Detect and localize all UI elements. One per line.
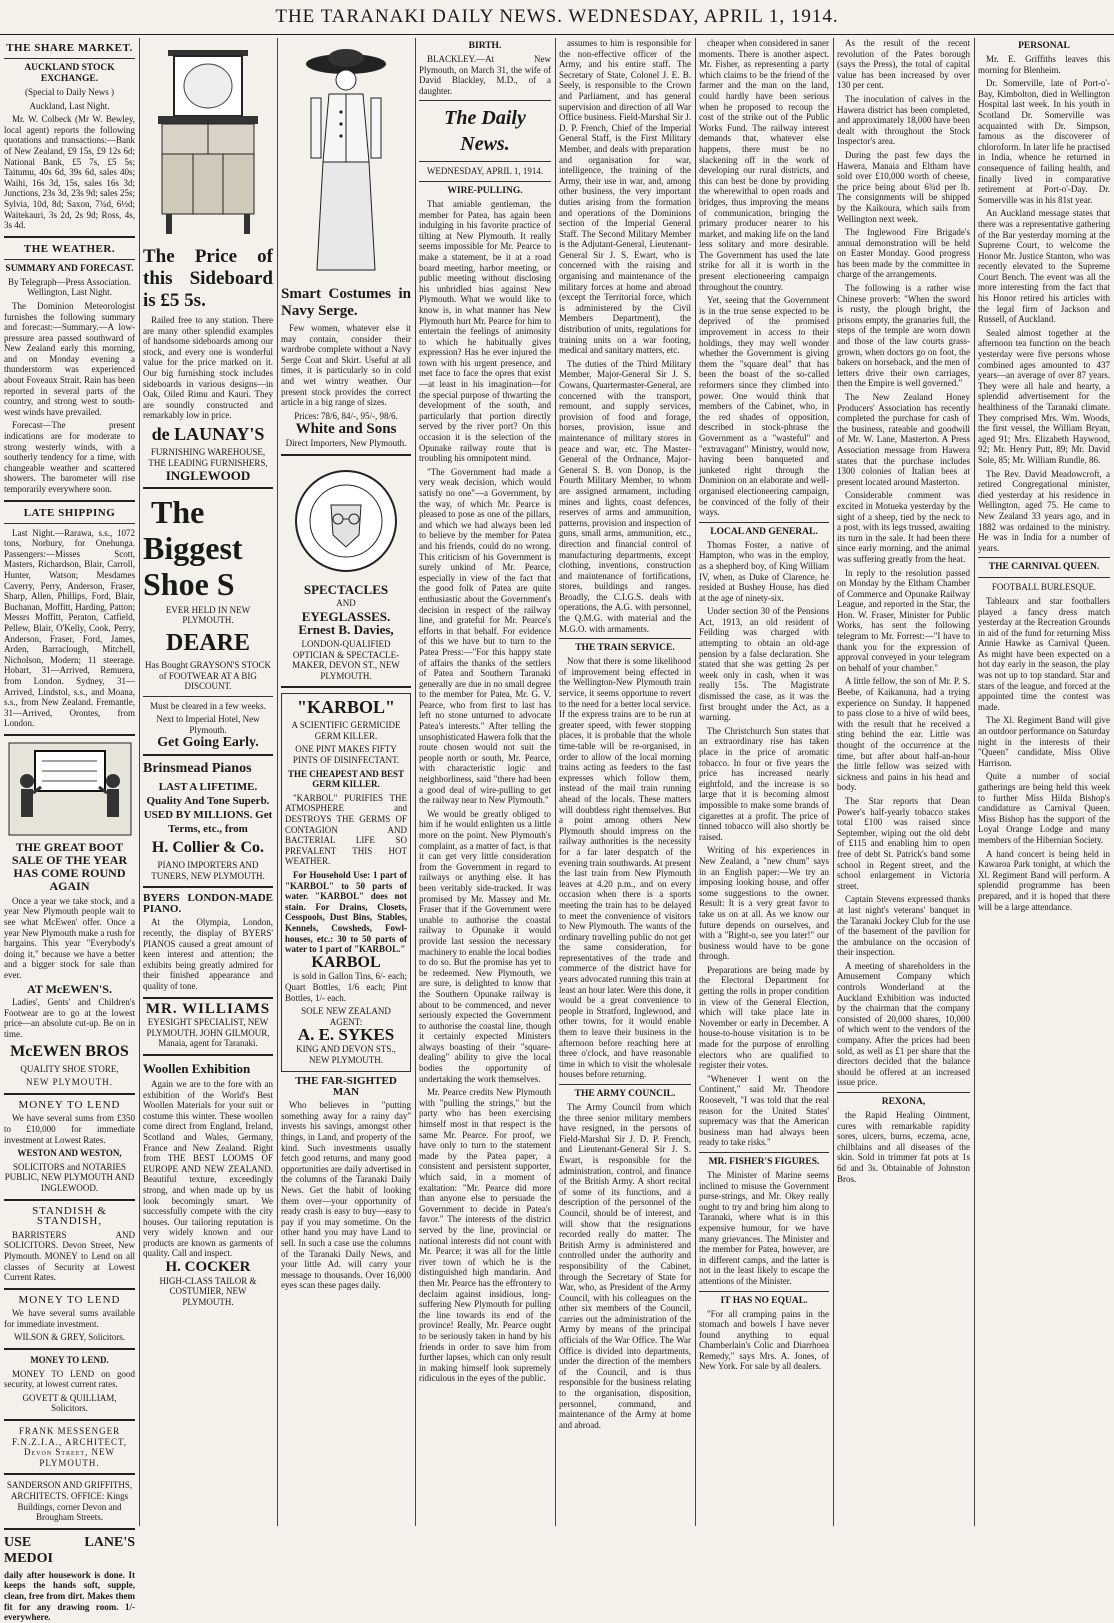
inglewood: INGLEWOOD: [165, 468, 251, 484]
spectacles-heading: SPECTACLES: [303, 581, 389, 597]
lanes-text: daily after housework is done. It keeps the hands soft, supple, clean, free from dirt. Makes them fit for any drawing room. 1/- everywhere.: [4, 1569, 135, 1623]
woollen-heading: Woollen Exhibition: [143, 1060, 251, 1076]
weston-name: WESTON AND WESTON,: [17, 1148, 122, 1159]
forecast-text: Forecast—The present indications are for moderate to strong westerly winds, with a southerly tendency for a time, with changeable weather and scattered showers. The barometer will rise temporarily everywhere soon.: [4, 420, 135, 494]
deare-location: Next to Imperial Hotel, New Plymouth.: [156, 714, 260, 735]
karbol-heading-2: KARBOL: [311, 953, 381, 971]
masthead: THE TARANAKI DAILY NEWS. WEDNESDAY, APRIL 1, 1914.: [0, 0, 1114, 35]
local-text-3: The Christchurch Sun states that an extraordinary rise has taken place in the price of aromatic tobacco. In four or five years the price has increased nearly eightfold, and the increase is so large that it is becoming almost impossible to make some brands of cigarettes at a profit. The price of tinned tobacco will also shortly be raised.: [699, 725, 829, 842]
karbol-sold: is sold in Gallon Tins, 6/- each; Quart Bottles, 1/6 each; Pint Bottles, 1/- each.: [285, 971, 407, 1003]
woollen-text: Again we are to the fore with an exhibition of the World's Best Woollen Materials for your suit or costume this winter. These woollen come direct from England, Ireland, Scotland and Wales, Germany, France and New Zealand. Right from THE BEST LOOMS OF EUROPE AND NEW ZEALAND. Beautiful texture, exceedingly strong, and when made up by us look becomingly smart. We successfully compete with the city houses. Our tailoring reputation is very widely known and our products are known as garments of quality. Call and inspect.: [143, 1078, 273, 1259]
personal-text-5: The Rev. David Meadowcroft, a retired Congregational minister, died yesterday at his residence in Wellington, aged 75. He came to New Zealand 33 years ago, and in 1882 was ordained to the ministry. He was in India for a number of years.: [978, 468, 1110, 553]
delaunay-name: de LAUNAY'S: [151, 423, 265, 444]
dateline: Auckland, Last Night.: [29, 100, 110, 111]
personal-heading: PERSONAL: [1018, 41, 1070, 51]
deare-name: DEARE: [165, 629, 250, 656]
paper-title: The Daily News.: [444, 107, 526, 156]
news-text-6: The New Zealand Honey Producers' Association has recently completed the purchase for cash of the business, rateable and goodwill of Mr. W. Lane, Masterton. A Press Association message from Hawera states that the purchase includes 1300 colonies of Italian bees at present located around Masterton.: [837, 392, 970, 487]
carnival-text-4: A hand concert is being held in Kawaroa Park tonight, at which the Xl. Regiment Band will perform. A splendid programme has been prepared, and it is hoped that there will be a large attendance.: [978, 848, 1110, 912]
column-2: [139, 38, 277, 1526]
karbol-advert: [281, 693, 411, 1072]
get-going-early: Get Going Early.: [157, 735, 259, 751]
white-and-sons: White and Sons: [295, 421, 397, 438]
news-text-3: During the past few days the Hawera, Manaia and Eltham have sold over £10,000 worth of cheese, the price being about 6¾d per lb. The consignments will be shipped by the Kaikoura, which sails from Wellington next week.: [837, 149, 970, 224]
wire-pulling-text-2: "The Government had made a very weak decision, which would satisfy no one"—a Government, by the way, of which Mr. Pearce is pleased to pose as one of the pillars, and which we had always been led to believe by the member for Patea and his friends, could do no wrong. This criticism of his Government is surely unkind of Mr. Pearce, especially in view of the fact that the good folk of Patea are quite enthusiastic about the Government's decision in respect of the railway line, and grateful for Mr. Pearce's efforts in that behalf. For evidence of this we have but to turn to the Patea Press:—"For this happy state of affairs the thanks of the settlers of Patea and Southern Taranaki generally are due in no small degree to the member for Patea, Mr. G. V. Pearce, who from first to last has left no stone unturned to advocate Patea's interests." After telling the unsophisticated Hawera folk that the route chosen would not suit the people north or south, Mr. Pearce, with characteristic logic and neighborliness, said "there had been a good deal of wire-pulling to get the railway near to New Plymouth.": [419, 466, 551, 806]
karbol-agent: SOLE NEW ZEALAND AGENT:: [301, 1006, 391, 1027]
weather-text: The Dominion Meteorologist furnishes the following summary and forecast:—Summary.—A low-pressure area passed southward of New Zealand early this morning, and on Monday evening a thunderstorm was experienced about Foveaux Strait. Rain has been reported in several parts of the country, and strong west to south-west winds have prevailed.: [4, 300, 135, 417]
share-text: Mr. W. Colbeck (Mr W. Bewley, local agent) reports the following quotations and transactions:—Bank of New Zealand, £9 15s, £9 12s 6d; National Bank, £5 7s, £5 5s; Taitumu, 40s 6d, 39s 6d, sales 40s; Waihi, 16s 3d, 15s, sales 16s 3d; Junctions, 23s 3d, 23s 9d; sales 25s; Sylvia, 10d, 8d; Saxon, 7¾d, 6½d; Waitekauri, 3s 2d, 2s 9d; Ross, 4s, 3s 4d.: [4, 114, 135, 231]
williams-name: MR. WILLIAMS: [145, 1000, 271, 1017]
cocker-name: H. COCKER: [165, 1259, 251, 1276]
shipping-heading: LATE SHIPPING: [23, 506, 116, 519]
smart-costumes-text: Few women, whatever else it may contain, consider their wardrobe complete without a Navy Serge Coat and Skirt. Useful at all times, it is particularly so in cold and wet wintry weather. Our present stock provides the correct article in a big range of sizes.: [281, 323, 411, 408]
mcewen-town: NEW PLYMOUTH.: [26, 1077, 113, 1088]
byers-text: At the Olympia, London, recently, the display of BYERS' PIANOS caused a great amount of keen interest and attention; the exhibits being greatly admired for their finished appearance and quality of tone.: [143, 917, 273, 991]
brinsmead-heading: Brinsmead Pianos: [143, 761, 252, 777]
wire-pulling-text-4: Mr. Pearce credits New Plymouth with "pulling the strings," but the party who has been exercising himself most in that respect is the same Mr. Pearce. For proof, we have only to turn to the statement made by the Patea paper, a consistent and persistent supporter, which said, in a moment of exaltation: "Mr. Pearce did more than anyone else to persuade the Government to decide in Patea's favor." The interests of the district served by the line, provincial or national interests did not count with Mr. Pearce; it was all for the little river town of which he is the distinguished high mandarin. And then Mr. Pearce has the effrontery to declaim against insidious, long-suffering New Plymouth for pulling the line towards its end of the province! Really, Mr. Pearce ought to be seriously taken in hand by his friends in order to save him from further lapses, which can only result in making himself look supremely ridiculous in the eyes of the public.: [419, 1087, 551, 1384]
karbol-cheapest: THE CHEAPEST AND BEST GERM KILLER.: [287, 768, 405, 790]
local-text-1: Thomas Foster, a native of Hampton, who was in the employ, as a shepherd boy, of King William IV, when, as Duke of Clarence, he resided at Bushey House, has died at the age of ninety-six.: [699, 539, 829, 603]
football-burlesque-heading: FOOTBALL BURLESQUE.: [991, 582, 1097, 593]
personal-text-2: Dr. Somerville, late of Port-o'-Bay, Kimbolton, died in Wellington Hospital last week. In his youth in Scotland Dr. Somerville was acquainted with Dr. Simpson, famous as the discoverer of chloroform. In later life he practised in India, whence he returned in consequence of failing health, and finally lived in comparative retirement at Port-o'-Day. Dr. Somerville was in his 81st year.: [978, 78, 1110, 205]
fisher-text: The Minister of Marine seems inclined to misuse the Government purse-strings, and Mr. Okey really ought to try and bring him along to Taranaki, where what is in this expensive humour, for we have many grievances. The Minister and the member for Patea, however, are in different camps, and the latter is not in the least likely to escape the attentions of the Minister.: [699, 1169, 829, 1286]
collier-text: PIANO IMPORTERS AND TUNERS, NEW PLYMOUTH.: [151, 860, 265, 881]
deare-cleared: Must be cleared in a few weeks.: [150, 700, 266, 711]
stock-exchange-subheading: AUCKLAND STOCK EXCHANGE.: [24, 63, 115, 84]
byers-heading: BYERS LONDON-MADE PIANO.: [143, 892, 273, 915]
sanderson-griffiths: SANDERSON AND GRIFFITHS, ARCHITECTS. OFFICE: Kings Buildings, corner Devon and Brougham Streets.: [6, 1480, 133, 1523]
column-7: [833, 38, 974, 1526]
eyeglasses-heading: EYEGLASSES.: [301, 608, 391, 624]
money-to-lend-heading: MONEY TO LEND: [18, 1098, 121, 1111]
news-text-12: A meeting of shareholders in the Amusement Company which controls Wonderland at the Auckland Exhibition was inducted by the chairman that the company consisted of 20,000 shares, 10,000 of which went to the vendors of the company. After the prices had been sold, as well as £1 per share that the directors decided that the balance should be offered at an increased issue price.: [837, 960, 970, 1088]
karbol-text: "KARBOL" PURIFIES THE ATMOSPHERE and DESTROYS THE GERMS OF CONTAGION AND BACTERIAL LIFE SO PREVALENT THIS HOT WEATHER.: [285, 792, 407, 867]
local-general-heading: LOCAL AND GENERAL.: [710, 526, 818, 537]
sykes-name: A. E. SYKES: [297, 1025, 395, 1045]
brinsmead-text: LAST A LIFETIME. Quality And Tone Superb. USED BY MILLIONS. Get Terms, etc., from: [143, 781, 273, 836]
column-8: [974, 38, 1114, 1526]
news-text-10: The Star reports that Dean Power's half-yearly tobacco stakes total £100 was raised since September, wiping out the old debt of £115 and enabling him to open free of debt St. Patrick's band some school in Regent street, and the school enlargement in Victoria street.: [837, 795, 970, 891]
byline: (Special to Daily News ): [25, 87, 114, 97]
local-text-4: Writing of his experiences in New Zealand, a "new chum" says in an English paper:—We try an imposing looking house, and offer some suggestions to the owner. Result: It is a very great favor to take us on at all. As we know our future depends on ourselves, and with a "Right-o, see you later!" our business would have to be gone through.: [699, 845, 829, 962]
local-text-2: Under section 30 of the Pensions Act, 1913, an old resident of Feilding was charged with attempting to obtain an old-age pension by a false declaration. She stated that she was getting 2s per week only in cash, when it was really 15s. The Magistrate dismissed the case, as it was the first brought under the Act, as a warning.: [699, 606, 829, 723]
far-sighted-heading: THE FAR-SIGHTED MAN: [295, 1075, 397, 1098]
carnival-text-2: The Xl. Regiment Band will give an outdoor performance on Saturday night in the interests of their "Queen" candidate, Miss Olive Harrison.: [978, 715, 1110, 768]
karbol-subheading: A SCIENTIFIC GERMICIDE GERM KILLER.: [291, 720, 401, 741]
money-to-lend-3-heading: MONEY TO LEND.: [30, 1355, 109, 1366]
train-service-heading: THE TRAIN SERVICE.: [575, 643, 675, 654]
news-text-5: The following is a rather wise Chinese proverb: "When the sword is rusty, the plough bright, the prisons empty, the granaries full, the steps of the temple are worn down and those of the law courts grass-grown, when doctors go on foot, the bakers on horseback, and the men of letters drive their own carriages, then the Empire is well governed.": [837, 283, 970, 389]
shipping-text: Last Night.—Rarawa, s.s., 1072 tons, Norbury, for Onehunga. Passengers:—Misses Scott, Masters, Richardson, Blair, Carroll, Hunter, Watson; Mesdames Caverry, Perry, Anderson, Fraser, Sharp, Allen, Phillips, Ford, Blair, Buchanan, Moffitt, Harding, Patton; Messrs Moffitt, Peraton, Catfield, Pellew, Blair, O'Kelly, Cook, Perry, Anderson, Fraser, Ford, James, Arden, Barraclough, Mitchell, Nicholson, Modern; 11 steerage. Hobart, 31—Arrived, Remuera, from London. Sydney, 31—Arrived, Lindstol, s.s., and Moana, s.s., from New Zealand. Fremantle, 31—Arrived, Orontes, from London.: [4, 527, 135, 729]
biggest-subheading: EVER HELD IN NEW PLYMOUTH.: [165, 604, 251, 626]
karbol-heading: "KARBOL": [297, 697, 395, 718]
davies-text: LONDON-QUALIFIED OPTICIAN & SPECTACLE-MAKER, DEVON ST., NEW PLYMOUTH.: [292, 638, 400, 681]
column-5: [555, 38, 695, 1526]
smart-costumes-heading: Smart Costumes in Navy Serge.: [281, 286, 411, 319]
mcewen-text: Ladies', Gents' and Children's Footwear are to go at the lowest price—an absolute cut-up. Be on in time.: [4, 997, 135, 1039]
no-equal-heading: IT HAS NO EQUAL.: [720, 1295, 808, 1306]
fisher-heading: MR. FISHER'S FIGURES.: [708, 1156, 820, 1167]
news-text-2: The inoculation of calves in the Hawera district has been completed, and approximately 18,000 have been dealt with throughout the Stock Inspector's area.: [837, 93, 970, 147]
news-text-7: Considerable comment was excited in Motueka yesterday by the sight of a sheep, tied by the neck to a post, with its legs trussed, awaiting its turn in the sale. It had been there since early morning, and the animal was suffering greatly from the heat.: [837, 490, 970, 564]
boot-sale-illustration: [7, 741, 133, 837]
news-text-11: Captain Stevens expressed thanks at last night's veterans' banquet in the Taranaki Jockey Club for the use of the basement of the pavilion for the ambulance on the occasion of their inspection.: [837, 894, 970, 958]
birth-text: BLACKLEY.—At New Plymouth, on March 31, the wife of David Blackley, M.D., of a daughter.: [419, 54, 551, 96]
strike-text-1: cheaper when considered in saner moments. There is another aspect. Mr. Fisher, as representing a party which claims to be the friend of the farmer and the man on the land, could hardly have been serious when he proposed to recoup the cost of the strike out of the Public Works Fund. The railway interest demands that, whatever else happens, there must be no slackening off in the work of developing our rural districts, and this can best be done by providing the wherewithal to open roads and bridges, thus improving the means of communication, bringing the primary producer nearer to his market, and making life on the land less solitary and more desirable. The Government has used the late strike for all it is worth in the present electioneering campaign throughout the country.: [699, 38, 829, 292]
no-equal-text: "For all cramping pains in the stomach and bowels I have never found anything to equal Chamberlain's Colic and Diarrhoea Remedy," says Mrs. A. Jones, of New York. For sale by all dealers.: [699, 1308, 829, 1372]
wilson-grey: WILSON & GREY, Solicitors.: [13, 1332, 126, 1343]
army-text-2: The duties of the Third Military Member, Major-General Sir J. S. Cowans, Quartermaster-General, are concerned with the transport, remount, and supply services, provision of food and forage, horses, provision, issue and maintenance of military stores in peace and war, etc. The Master-General of the Ordnance, Major-General S. B. von Donop, is the Fourth Military Member, to whom are assigned armament, including mines and lights, coast defences, reserves of arms and ammunition, patterns, provision and inspection of guns, small arms, ammunition, etc., direction and financial control of manufacturing departments, except clothing, inventions, construction and maintenance of fortifications, stores, buildings and ranges. Broadly, the C.I.G.S. deals with operations, the A.G. with personnel, the Q.M.G. with material and the M.G.O. with armaments.: [559, 358, 691, 634]
white-and-sons-text: Direct Importers, New Plymouth.: [285, 437, 407, 448]
column-6: [695, 38, 833, 1526]
boot-sale-heading: THE GREAT BOOT SALE OF THE YEAR HAS COME ROUND AGAIN: [11, 839, 128, 893]
wire-pulling-text-1: That amiable gentleman, the member for Patea, has again been indulging in his favorite practice of tilting at New Plymouth. It really seems impossible for Mr. Pearce to make a statement, be it at a road board meeting, harbor meeting, or public meeting without disclosing his unbridled bias against New Plymouth. What we would like to know is, in what manner has New Plymouth hurt Mr. Pearce for him to entertain the feelings of animosity to which he habitually gives expression? Has he ever injured the town with his urgent presence, and met face to face the opres that exist—at least in his imagination—for the special purpose of thwarting the development of the south, and particularly that portion directly served by the river port? On this occasion it is the selection of the Opunake railway route that is troubling his omnipotent mind.: [419, 198, 551, 464]
rexona-heading: REXONA,: [881, 1097, 926, 1107]
smart-costumes-prices: Prices: 78/6, 84/-, 95/-, 98/6.: [294, 410, 398, 421]
collier-name: H. Collier & Co.: [151, 839, 265, 857]
mcewen-tagline: QUALITY SHOE STORE,: [20, 1063, 119, 1074]
carnival-text-3: Quite a number of social gatherings are being held this week to further Miss Hilda Bishop's candidature as Carnival Queen. Miss Bishop has the support of the Loyal Orange Lodge and many members of the Hibernian Society.: [978, 771, 1110, 845]
far-sighted-text: Who believes in "putting something away for a rainy day" invests his savings, amongst other things, in Land, and property of the kind. Such investments usually fetch good returns, and many good opportunities are daily advertised in the columns of the Taranaki Daily News. Get the habit of looking them over—your opportunity of ready crash is easy to buy—easy to pay if you may sometime. On the other hand you may have Land to sell. In such a case use the columns of the Taranaki Daily News, and your little Ad. will carry your message to thousands. Over 16,000 eyes scan these pages daily.: [281, 1100, 411, 1291]
carnival-queen-heading: THE CARNIVAL QUEEN.: [988, 562, 1100, 573]
lady-costume-illustration: [291, 42, 401, 282]
share-market-heading: THE SHARE MARKET.: [6, 42, 133, 54]
birth-heading: BIRTH.: [468, 41, 502, 51]
biggest-shoe-sale-heading: The Biggest Shoe S: [143, 493, 243, 602]
delaunay-text: FURNISHING WAREHOUSE, THE LEADING FURNISHERS,: [148, 446, 268, 468]
williams-text: EYESIGHT SPECIALIST, NEW PLYMOUTH. JOHN GILMOUR, Manaia, agent for Taranaki.: [146, 1017, 270, 1049]
karbol-usage: For Household Use: 1 part of "KARBOL" to 50 parts of water. "KARBOL" does not stain. For Drains, Closets, Cesspools, Dust Bins, Stables, Kennels, Cowsheds, Fowl-houses, etc.: 30 to 50 parts of water to 1 part of "KARBOL.": [285, 870, 407, 955]
deare-text: Has Bought GRAYSON'S STOCK of FOOTWEAR AT A BIG DISCOUNT.: [145, 659, 271, 692]
column-3: [277, 38, 415, 1526]
wire-pulling-text-3: We would be greatly obliged to him if he would enlighten us a little more on the point. New Plymouth's complaint, as a matter of fact, is that it can get very little consideration from the Government in regard to railways or anything else. It has been veritably side-tracked. It was promised by Mr. Massey and Mr. Fraser that if the Government were unable to authorise the coastal railway to Opunake it would provide last session the necessary machinery to enable the local bodies to do so. But the promise has yet to be redeemed. New Plymouth, we are sure, is delighted to know that the Southern Opunake railway is about to be commenced, and never seriously expected the Government to authorise the coastal line, though it certainly expected Ministers always boasting of their "square-dealing" ability to give the local bodies the opportunity of undertaking the work themselves.: [419, 808, 551, 1084]
cocker-text: HIGH-CLASS TAILOR & COSTUMIER, NEW PLYMOUTH.: [159, 1275, 257, 1307]
army-council-heading: THE ARMY COUNCIL.: [574, 1089, 676, 1099]
and-word: AND: [336, 598, 356, 609]
messenger-architect: FRANK MESSENGER F.N.Z.I.A., ARCHITECT, Devon Street, NEW PLYMOUTH.: [11, 1426, 128, 1468]
money-to-lend-2-heading: MONEY TO LEND: [18, 1293, 121, 1306]
mcewen-bros-name: McEWEN BROS: [10, 1042, 129, 1060]
money-to-lend-2-text: We have several sums available for immediate investment.: [4, 1308, 135, 1329]
byline: By Telegraph—Press Association. Wellington, Last Night.: [8, 276, 131, 298]
personal-text-1: Mr. E. Griffiths leaves this morning for Blenheim.: [978, 54, 1110, 75]
rexona-text: the Rapid Healing Ointment, cures with remarkable rapidity sores, ulcers, burns, eczema, acne, chilblains and all diseases of the skin. Sold in trimmer fat pots at 1s 6d and 3s. Obtainable of Johnston Bros.: [837, 1110, 970, 1184]
personal-text-4: Sealed almost together at the afternoon tea function on the beach yesterday were five persons whose combined ages amounted to 437 years—an average of over 87 years. They were all hale and hearty, a splendid advertisement for the healthiness of the Taranaki climate. They comprised Mrs. Wm. Woods, the first vessel, the William Bryan, aged 91; Mrs. Elizabeth Haywood, 92; Mr. Henry Putt, 89; Mr. David Sole, 85; Mr. William Rundle, 86.: [978, 327, 1110, 465]
news-text-9: A little fellow, the son of Mr. P. S. Beebe, of Kaikanuna, had a trying experience on Sunday. It happened to pass close to a hive of wild bees, with the result that he received a sting behind the ear. Little was thought of the occurrence at the time, but after about half-an-hour the little fellow was seized with sickness and pains in his head and body.: [837, 676, 970, 793]
army-text-1: assumes to him is responsible for the non-effective officer of the Army, and his entire staff. The Secretary of State, Colonel J. E. B. Seely, is responsible to the Crown and Parliament, and has general supervision and direction of all War Office business. Field-Marshal Sir J. D. P. French, Chief of the Imperial General Staff, is the First Military Member, and deals with preparation and organisation for war, intelligence, the training of the Army, their use in war, and, among other business, the very important duties arising from the formation and operations of the Dominions section of the Imperial General Staff. The Second Military Member is the Adjutant-General, Lieutenant-General Sir J. S. Ewart, who is concerned with the raising and organising and maintenance of the military forces at home and abroad (except the Territorial force, which is administered by the Civil Members Department), the distribution of units, regulations for training units on a war footing, medical and sanitary matters, etc.: [559, 38, 691, 356]
boot-sale-text: Once a year we take stock, and a year New Plymouth people wait to see what McEwen' offer. Once a year New Plymouth make a rush for bargains. This year "Everybody's doing it," because we have a better and a bigger stock for sale than ever.: [4, 895, 135, 981]
column-4: [415, 38, 555, 1526]
news-text-8: In reply to the resolution passed on Monday by the Eltham Chamber of Commerce and Opunake Railway League, and reported in the Star, the Hon. W. Fraser, Minister for Public Works, has sent the following telegram to Mr. Forrest:—"I have to thank you for the expression of approval conveyed in your telegram on behalf of your chamber.": [837, 567, 970, 673]
weston-text: SOLICITORS and NOTARIES PUBLIC, NEW PLYMOUTH AND INGLEWOOD.: [4, 1161, 135, 1193]
davies-name: Ernest B. Davies,: [298, 622, 394, 638]
money-to-lend-3-text: MONEY TO LEND on good security, at lowest current rates.: [4, 1368, 135, 1390]
sideboard-illustration: [148, 42, 268, 242]
lanes-heading: USE LANE'S MEDOI: [4, 1534, 135, 1566]
at-mcewens: AT McEWEN'S.: [27, 981, 112, 996]
personal-text-3: An Auckland message states that there was a representative gathering of the Bar yesterday morning at the Supreme Court, to welcome the Honor Mr. Justice Stanton, who was recently elevated to the Supreme Court Bench. The event was all the more interesting from the fact that his Honor retired his articles with the legal firm of Jackson and Russell, of Auckland.: [978, 208, 1110, 325]
money-to-lend-text: We have several sums from £350 to £10,000 for immediate investment at Lowest Rates.: [4, 1113, 135, 1145]
weather-heading: THE WEATHER.: [23, 242, 116, 255]
column-1: [0, 38, 139, 1623]
army-council-text: The Army Council from which the three senior military members have resigned, in the persons of Field-Marshal Sir J. D. P. French, and Lieutenant-General Sir J. S. Ewart, is responsible for the administration, control, and finance of the British Army. A short recital of some of its functions, and a description of the personnel of the Council, should be of interest, and will show that the resignations recorded really do matter. The British Army is administered and controlled under the authority and responsibility of the Cabinet, through the Secretary of State for War, who, as President of the Army Council, with his colleagues on the other six members of the Council, carries out the administration of the Army by means of the principal officials of the War Office. The War Office is divided into departments, under the direction of the members of the Council, and is thus responsible for the business relating to the organisation, disposition, personnel, command, and maintenance of the Army at home and abroad.: [559, 1102, 691, 1430]
standish-text: BARRISTERS AND SOLICITORS. Devon Street, New Plymouth. MONEY to Lend on all classes of Security at Lowest Current Rates.: [4, 1229, 135, 1283]
news-text-4: The Inglewood Fire Brigade's annual demonstration will be held on Easter Monday. Good progress has been made by the committee in charge of the arrangements.: [837, 227, 970, 280]
standish-name: STANDISH & STANDISH,: [32, 1204, 107, 1228]
train-service-text: Now that there is some likelihood of improvement being effected in the Wellington-New Plymouth train service, it seems opportune to revert to the need for a better local service. If the express trains are to be run at greater speed, with fewer stopping places, it is probable that the whole time-table will be re-organised, in order to allow of the local morning trains acting as feeders to the fast expresses which follow them, instead of the mail train running ahead of the locals. These matters will doubtless right themselves. But a point among others New Plymouth should impress on the railway authorities is the necessity for a far later despatch of the evening train southwards. At present the last train from New Plymouth leaves at 4.20 p.m., and on every occasion when there is a sports meeting the train has to be delayed to meet the convenience of visitors to New Plymouth. The wants of the ordinary travelling public do not get the same consideration, for representatives of the trade and commerce of the district have for years advocated running this train at least an hour later. Were this done, it would be a great convenience to people in Stratford, Inglewood, and other towns, for it would enable them to leave their business in the afternoon before reaching here at three o'clock, and have reasonable time in which to visit the wholesale houses before returning.: [559, 656, 691, 1080]
sideboard-text: Railed free to any station. There are many other splendid examples of handsome sideboards among our stock, and every one is wonderful value for the price marked on it. Our big furnishing stock includes sideboards in various designs—in Oak, Oiled Rimu and Kauri. They are soundly constructed and remarkably low in price.: [143, 315, 273, 421]
karbol-pint: ONE PINT MAKES FIFTY PINTS OF DISINFECTANT.: [292, 744, 400, 766]
local-text-5: Preparations are being made by the Electoral Department for getting the rolls in proper condition in view of the General Election, which will take place late in November or early in December. A house-to-house visitation is to be made for the purpose of enrolling electors who are qualified to register their votes.: [699, 964, 829, 1071]
sykes-text: KING AND DEVON STS., NEW PLYMOUTH.: [296, 1043, 396, 1065]
spectacle-makers-seal: [291, 461, 401, 581]
sideboard-price-heading: The Price of this Sideboard is £5 5s.: [143, 246, 273, 311]
paper-date: WEDNESDAY, APRIL 1, 1914.: [426, 166, 544, 177]
news-text-1: As the result of the recent revolution of the Pates borough (says the Press), the total of capital value has been increased by over 130 per cent.: [837, 38, 970, 91]
carnival-text-1: Tableaux and star footballers played a fancy dress match yesterday at the Recreation Grounds in aid of the fund for returning Miss Annie Hawke as Carnival Queen. As might have been expected on a hot day early in the season, the play was not up to top standard. Star and stars of the league, and forced at the appointed time the contest was made.: [978, 595, 1110, 712]
weather-subheading: SUMMARY AND FORECAST.: [5, 263, 134, 274]
wire-pulling-heading: WIRE-PULLING.: [447, 185, 523, 196]
strike-text-2: Yet, seeing that the Government is in the true sense expected to be deprived of the promised improvement in access to their holdings, they may well wonder whether the Government is giving them the "square deal" that has been the boast of the so-called reformers since they climbed into power. One would think that members of the Cabinet, who, in the red shades of opposition, described in stock-phrase the Government as a "wasteful" and "extravagant" Ministry, would now, having been banqueted and junketed right through the Dominion on an elaborate and well-organised electioneering campaign, be convinced of the folly of their ways.: [699, 295, 829, 518]
govett-quilliam: GOVETT & QUILLIAM, Solicitors.: [22, 1392, 117, 1414]
local-text-6: "Whenever I went on the Continent," said Mr. Theodore Roosevelt, "I was told that the real reason for the United States' supremacy was that the American business man had always been ready to take risks.": [699, 1073, 829, 1148]
